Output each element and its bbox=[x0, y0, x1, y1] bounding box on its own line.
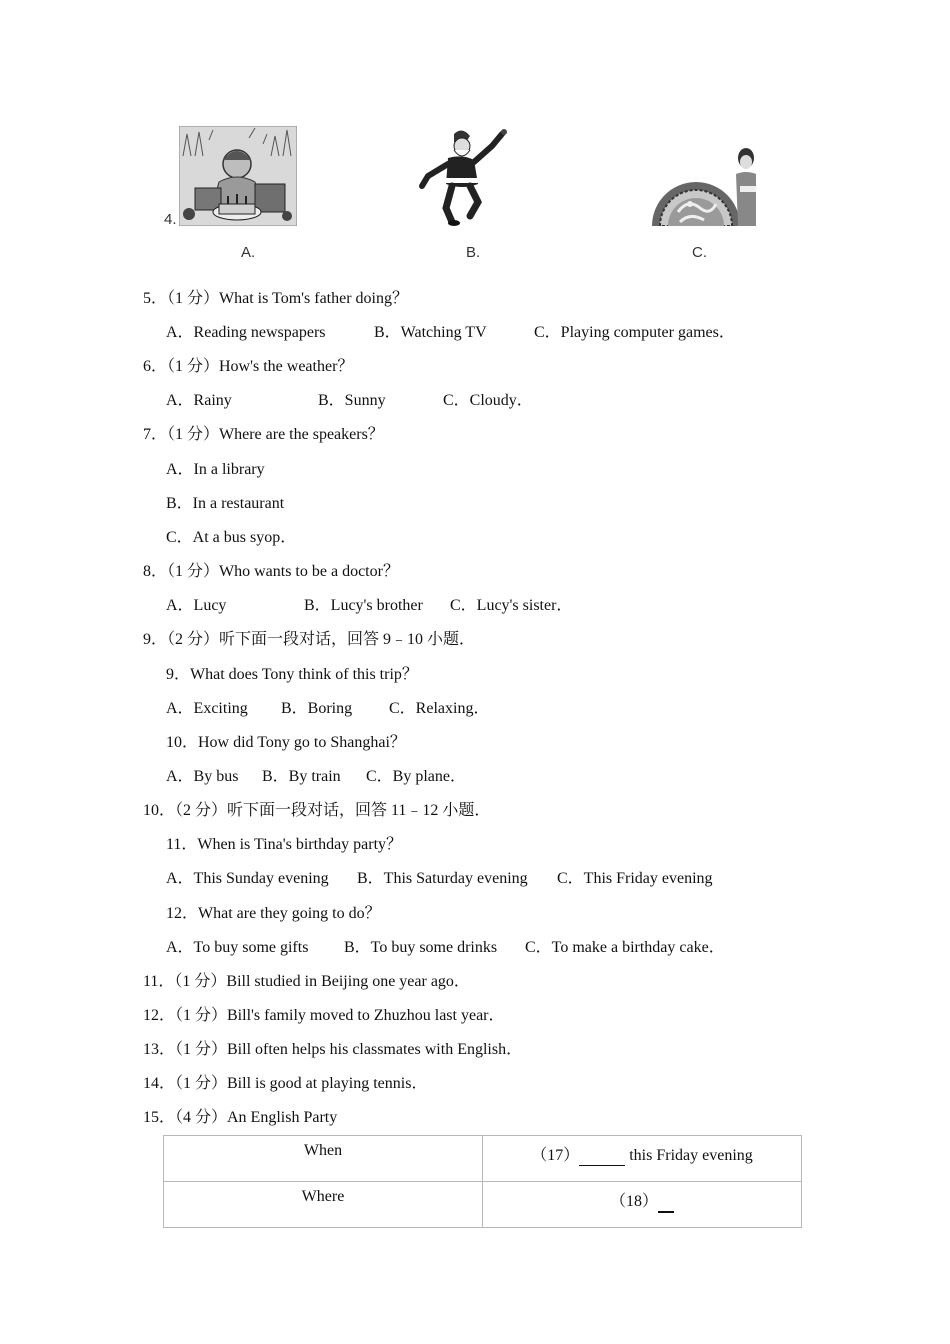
q6-option-c: C．Cloudy． bbox=[443, 392, 533, 409]
q10-sub-12-option-a: A．To buy some gifts bbox=[166, 939, 309, 956]
q5-option-b: B．Watching TV bbox=[374, 324, 487, 341]
option-b-label: B. bbox=[466, 244, 481, 261]
q10-sub-12-option-b: B．To buy some drinks bbox=[344, 939, 498, 956]
table-row bbox=[164, 1182, 802, 1228]
q9-sub-10-option-a: A．By bus bbox=[166, 768, 239, 785]
q5-option-c: C．Playing computer games． bbox=[534, 324, 735, 341]
q6-option-a: A．Rainy bbox=[166, 392, 232, 409]
q9-sub-10-option-b: B．By train bbox=[262, 768, 341, 785]
question-5: 5．（1 分）What is Tom's father doing？ bbox=[143, 290, 408, 307]
q9-sub-10-option-c: C．By plane． bbox=[366, 768, 466, 785]
question-11: 11．（1 分）Bill studied in Beijing one year ago． bbox=[143, 973, 470, 990]
q10-sub-11: 11．When is Tina's birthday party？ bbox=[166, 836, 403, 853]
when-value-suffix: this Friday evening bbox=[625, 1147, 753, 1164]
when-label-cell bbox=[164, 1136, 483, 1182]
birthday-party-cake-picture bbox=[179, 126, 297, 226]
q9-sub-9: 9．What does Tony think of this trip？ bbox=[166, 666, 418, 683]
q9-sub-9-option-a: A．Exciting bbox=[166, 700, 248, 717]
question-15: 15．（4 分）An English Party bbox=[143, 1109, 338, 1126]
question-10: 10．（2 分）听下面一段对话，回答 11﹣12 小题． bbox=[143, 802, 491, 819]
where-label: Where bbox=[301, 1188, 345, 1205]
q8-option-c: C．Lucy's sister． bbox=[450, 597, 573, 614]
q10-sub-11-option-c: C．This Friday evening bbox=[557, 870, 713, 887]
table-row bbox=[164, 1136, 802, 1182]
q8-option-a: A．Lucy bbox=[166, 597, 227, 614]
question-7: 7．（1 分）Where are the speakers？ bbox=[143, 426, 384, 443]
when-value-cell bbox=[483, 1136, 802, 1182]
decorated-plate-with-girl-picture bbox=[650, 142, 756, 226]
question-12: 12．（1 分）Bill's family moved to Zhuzhou last year． bbox=[143, 1007, 505, 1024]
q10-sub-12-option-c: C．To make a birthday cake． bbox=[525, 939, 725, 956]
q9-sub-10: 10．How did Tony go to Shanghai？ bbox=[166, 734, 406, 751]
q10-sub-11-option-a: A．This Sunday evening bbox=[166, 870, 329, 887]
q7-option-b: B．In a restaurant bbox=[166, 495, 285, 512]
question-14: 14．（1 分）Bill is good at playing tennis． bbox=[143, 1075, 428, 1092]
blank-18-number: （18） bbox=[609, 1193, 658, 1210]
question-8: 8．（1 分）Who wants to be a doctor？ bbox=[143, 563, 399, 580]
q7-option-c: C．At a bus syop． bbox=[166, 529, 297, 546]
question-13: 13．（1 分）Bill often helps his classmates with English． bbox=[143, 1041, 523, 1058]
where-label-cell bbox=[164, 1182, 483, 1228]
q10-sub-11-option-b: B．This Saturday evening bbox=[357, 870, 528, 887]
question-9: 9．（2 分）听下面一段对话，回答 9﹣10 小题． bbox=[143, 631, 476, 648]
q8-option-b: B．Lucy's brother bbox=[304, 597, 423, 614]
blank-17[interactable] bbox=[579, 1147, 625, 1166]
english-party-table bbox=[163, 1135, 802, 1228]
q10-sub-12: 12．What are they going to do？ bbox=[166, 905, 381, 922]
question-6: 6．（1 分）How's the weather？ bbox=[143, 358, 354, 375]
question-4-number: 4. bbox=[164, 211, 177, 228]
blank-17-number: （17） bbox=[531, 1147, 580, 1164]
option-c-label: C. bbox=[692, 244, 707, 261]
when-label: When bbox=[303, 1142, 343, 1159]
q7-option-a: A．In a library bbox=[166, 461, 265, 478]
q9-sub-9-option-b: B．Boring bbox=[281, 700, 353, 717]
q5-option-a: A．Reading newspapers bbox=[166, 324, 326, 341]
where-value-cell bbox=[483, 1182, 802, 1228]
option-a-label: A. bbox=[241, 244, 256, 261]
santa-claus-dancing-picture bbox=[418, 128, 508, 226]
blank-18[interactable] bbox=[658, 1193, 674, 1213]
q9-sub-9-option-c: C．Relaxing． bbox=[389, 700, 490, 717]
q6-option-b: B．Sunny bbox=[318, 392, 386, 409]
